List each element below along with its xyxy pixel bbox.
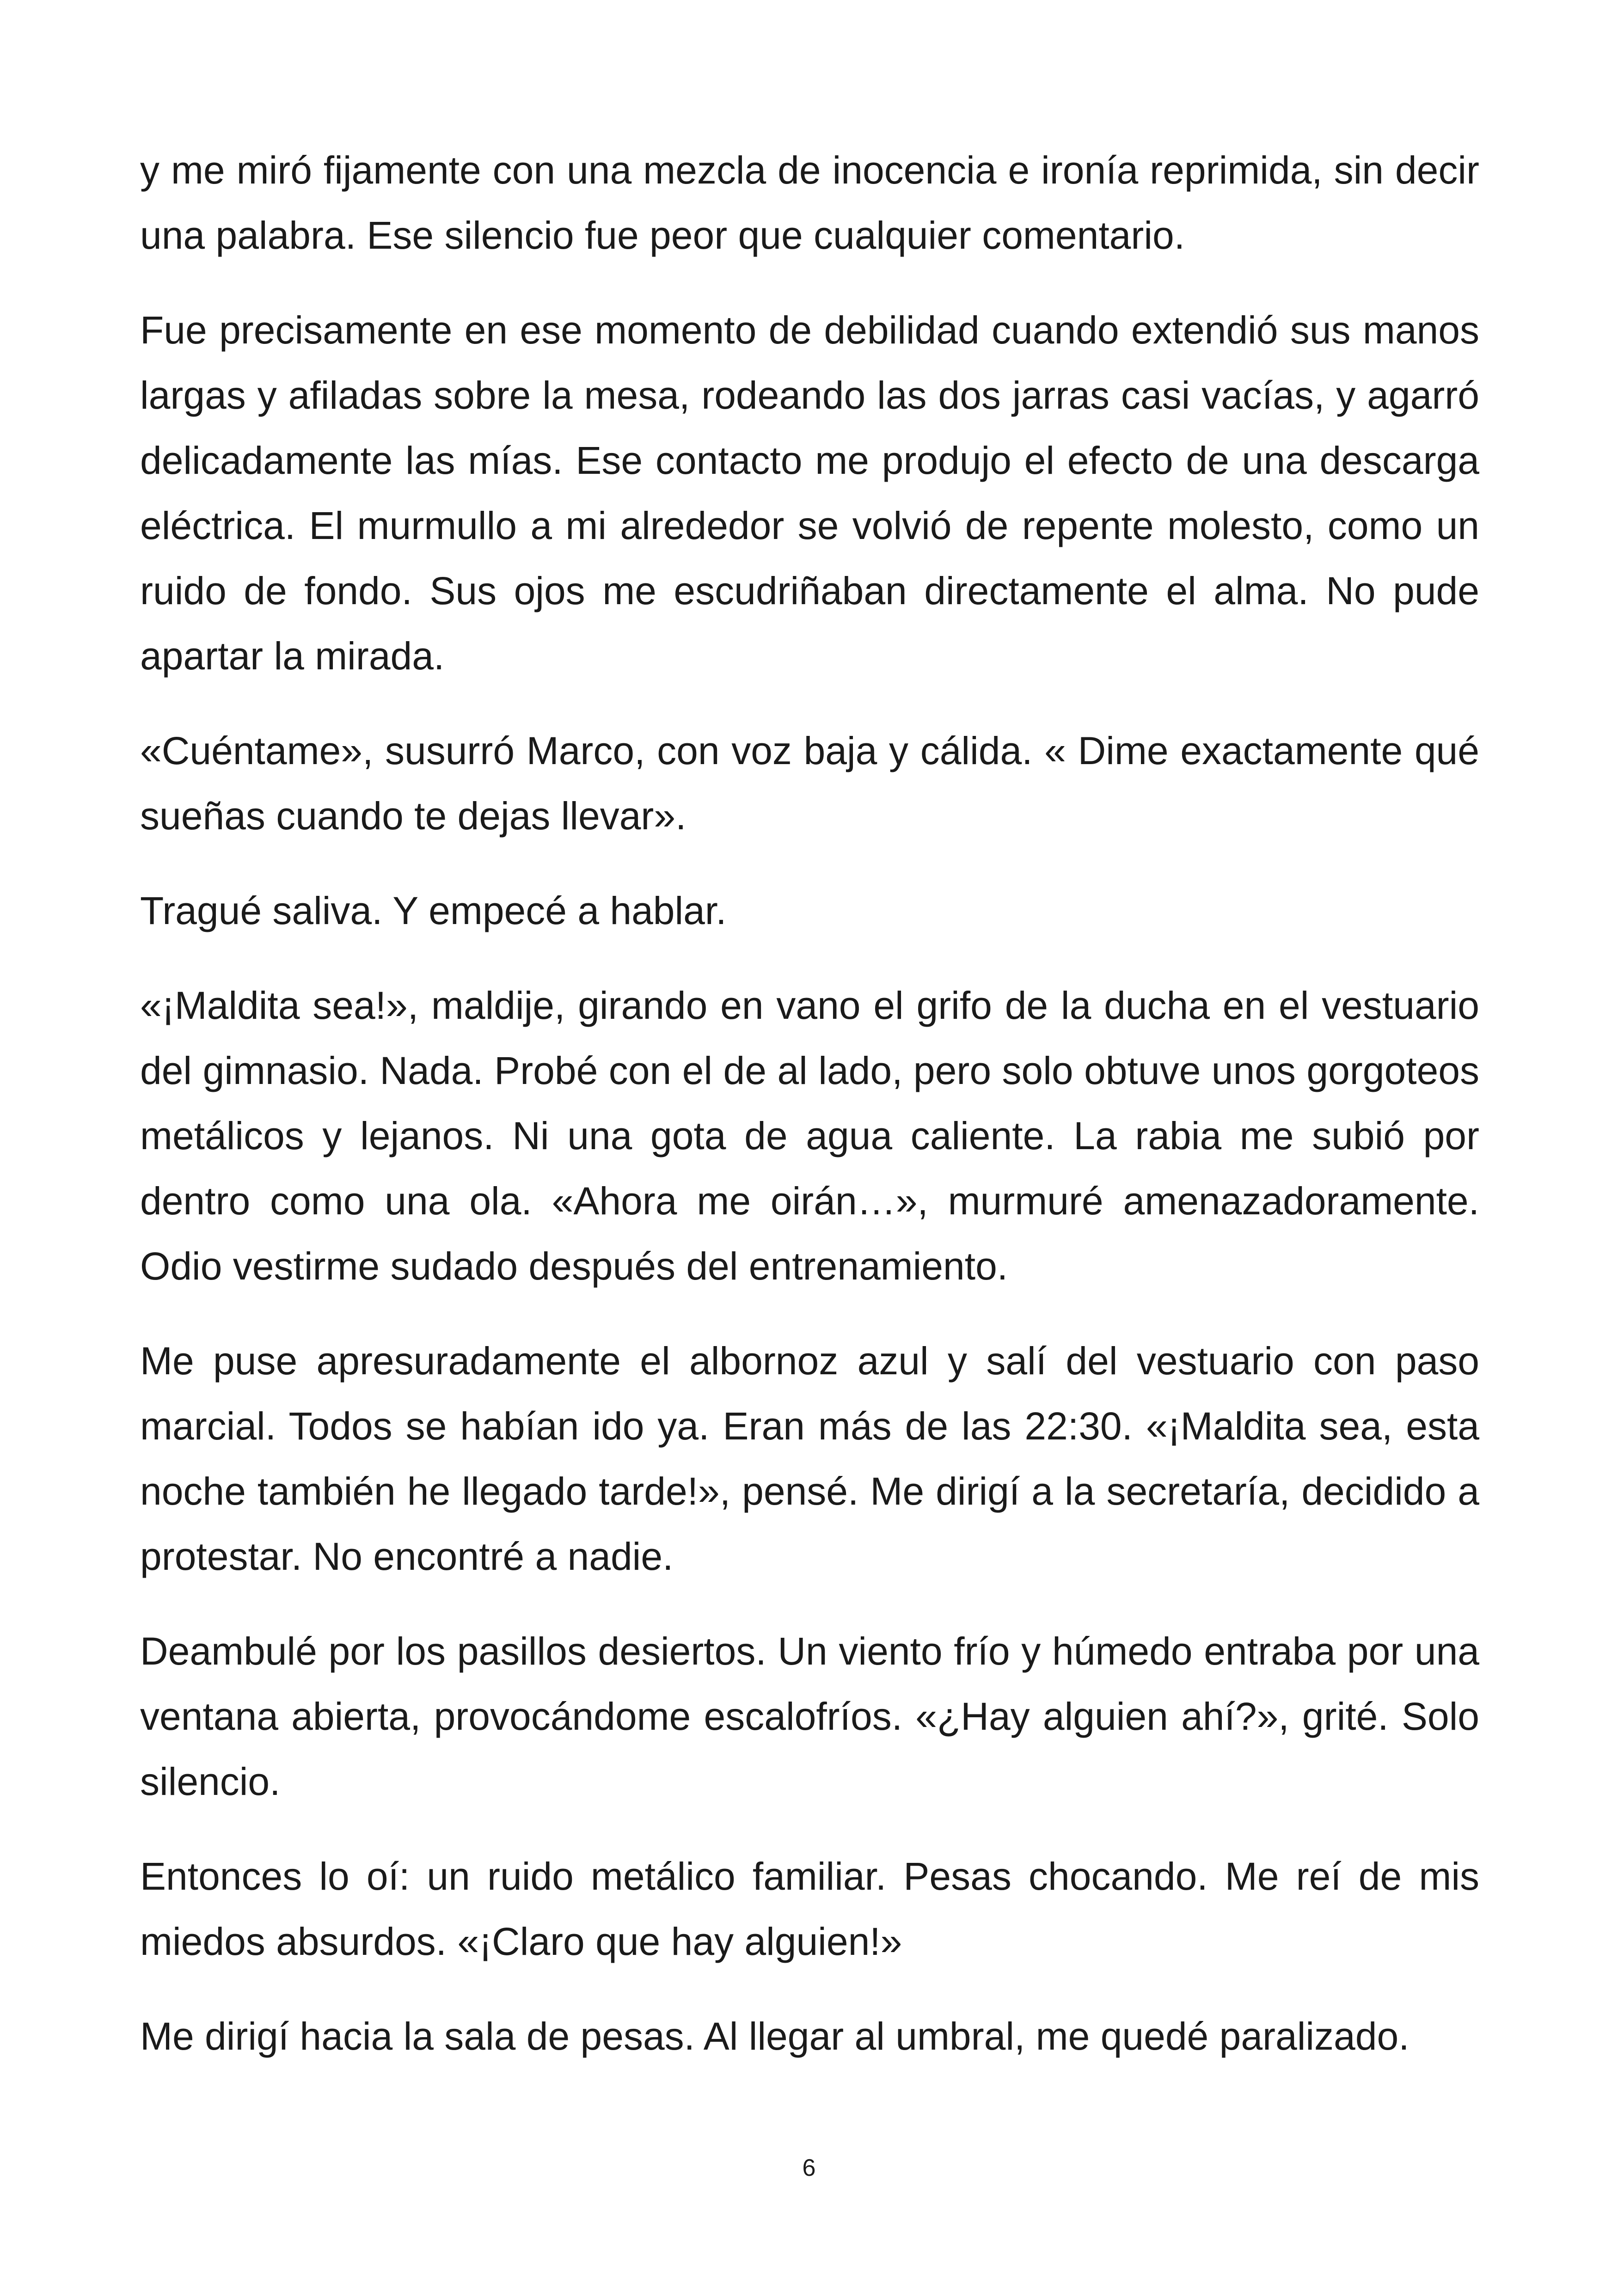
page-number: 6 [802,2155,816,2181]
paragraph: Me puse apresuradamente el albornoz azul y salí del vestuario con paso marcial. Todos se habían ido ya. Eran más de las 22:30. «¡Maldita sea, esta noche también he llegado tarde!», pensé. Me dirigí a la secretaría, decidido a protestar. No encontré a nadie. [140,1339,1479,1578]
paragraph: «¡Maldita sea!», maldije, girando en vano el grifo de la ducha en el vestuario del gimnasio. Nada. Probé con el de al lado, pero solo obtuve unos gorgoteos metálicos y lejanos. Ni una gota de agua caliente. La rabia me subió por dentro como una ola. «Ahora me oirán…», murmuré amenazadoramente. Odio vestirme sudado después del entrenamiento. [140,984,1479,1288]
paragraph: y me miró fijamente con una mezcla de inocencia e ironía reprimida, sin decir una palabra. Ese silencio fue peor que cualquier comentario. [140,148,1479,257]
paragraph: «Cuéntame», susurró Marco, con voz baja y cálida. « Dime exactamente qué sueñas cuando te dejas llevar». [140,729,1479,838]
body-text [140,138,1479,2099]
paragraph: Fue precisamente en ese momento de debilidad cuando extendió sus manos largas y afiladas sobre la mesa, rodeando las dos jarras casi vacías, y agarró delicadamente las mías. Ese contacto me produjo el efecto de una descarga eléctrica. El murmullo a mi alrededor se volvió de repente molesto, como un ruido de fondo. Sus ojos me escudriñaban directamente el alma. No pude apartar la mirada. [140,308,1479,678]
paragraph: Tragué saliva. Y empecé a hablar. [140,889,727,932]
paragraph: Me dirigí hacia la sala de pesas. Al llegar al umbral, me quedé paralizado. [140,2014,1410,2058]
paragraph: Entonces lo oí: un ruido metálico familiar. Pesas chocando. Me reí de mis miedos absurdos. «¡Claro que hay alguien!» [140,1855,1479,1963]
paragraph: Deambulé por los pasillos desiertos. Un viento frío y húmedo entraba por una ventana abierta, provocándome escalofríos. «¿Hay alguien ahí?», grité. Solo silencio. [140,1629,1479,1803]
